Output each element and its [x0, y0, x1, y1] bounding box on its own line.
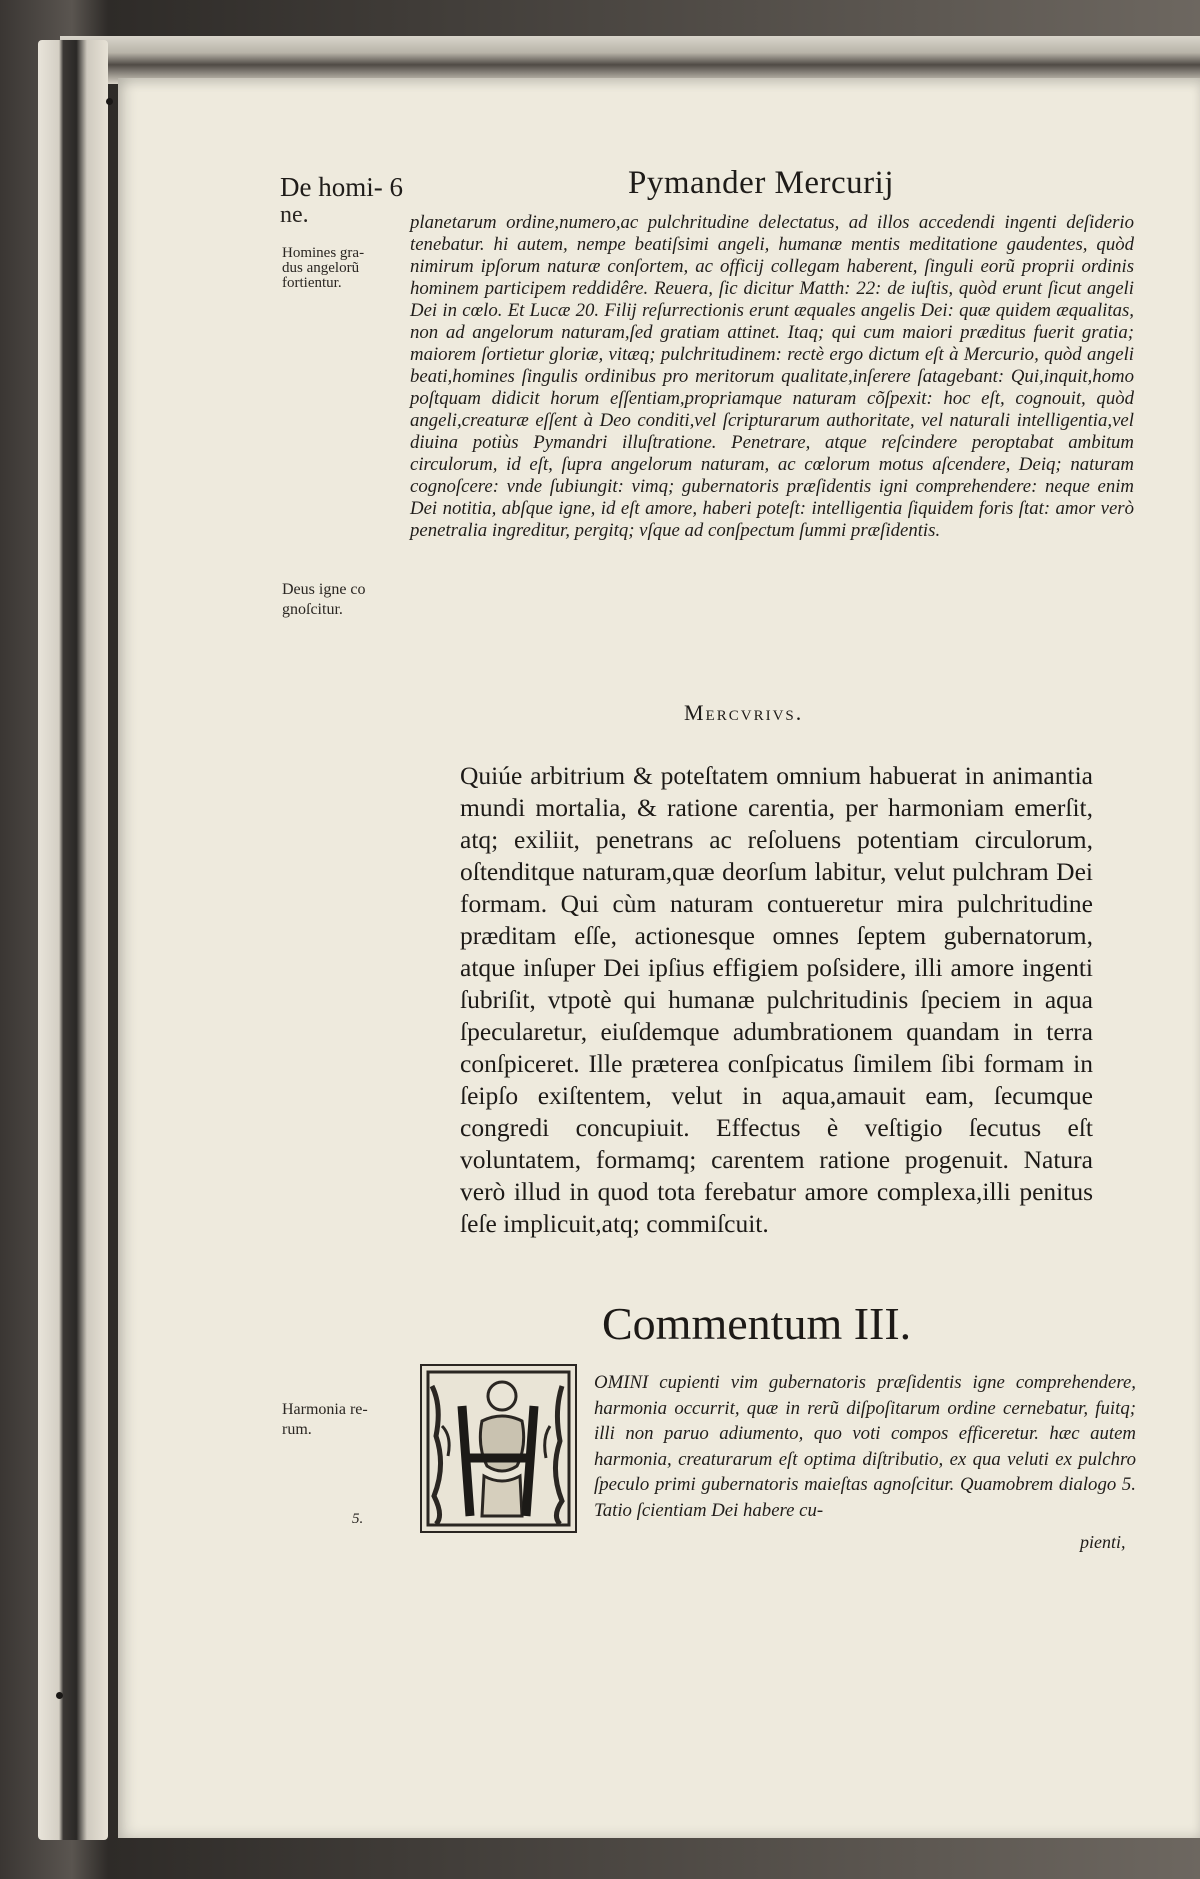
main-text-paragraph: Quiúe arbitrium & poteſtatem omnium habuerat in animantia mundi mortalia, & ratione carentia, per harmoniam emerſit, atq; exiliit, penetrans ac reſoluens potentiam circulorum, oſtenditque naturam,quæ deorſum labitur, velut pulchram Dei formam. Qui cùm naturam contueretur mira pulchritudine præditam eſſe, actionesque omnes ſeptem gubernatorum, atque inſuper Dei ipſius effigiem poſsidere, illi amore ingenti ſubriſit, vtpotè qui humanæ pulchritudinis ſpeciem in aqua ſpecularetur, eiuſdemque adumbrationem quandam in terra conſpiceret. Ille præterea conſpicatus ſimilem ſibi formam in ſeipſo exiſtentem, velut in aqua,amauit eam, ſecumque congredi concupiuit. Effectus è veſtigio ſecutus eſt voluntatem, formamq; carentem ratione progenuit. Natura verò illud in quod tota ferebatur amore complexa,illi penitus ſeſe implicuit,atq; commiſcuit.: [460, 761, 1093, 1238]
binding-hole: [106, 98, 113, 105]
running-head-left: De homi- 6: [280, 172, 403, 202]
decorated-initial: [420, 1364, 577, 1533]
margin-note: Homines gra- dus angelorũ fortientur.: [282, 245, 365, 291]
speaker-label: Mercvrivs.: [684, 700, 804, 725]
page-top-edge: [60, 36, 1200, 84]
margin-note: Deus igne co gnoſcitur.: [282, 581, 366, 618]
catchword: pienti,: [1080, 1532, 1126, 1552]
margin-note: 5.: [352, 1511, 364, 1527]
book-binding: [38, 40, 108, 1840]
margin-note: Harmonia re- rum.: [282, 1401, 368, 1438]
commentary-paragraph-2: OMINI cupienti vim gubernatoris præſidentis igne comprehendere, harmonia occurrit, quæ in rerũ diſpoſitarum ordine cernebatur, fuitq; illi non paruo adiumento, quo voti compos efficeretur. hæc autem harmonia, creaturarum eſt optima diſtributio, ex qua veluti ex pulchro ſpeculo primi gubernatoris maieſtas agnoſcitur. Quamobrem dialogo 5. Tatio ſcientiam Dei habere cu-: [594, 1372, 1136, 1521]
woodcut-initial-illustration: [422, 1366, 575, 1531]
commentary-paragraph: planetarum ordine,numero,ac pulchritudine delectatus, ad illos accedendi ingenti deſiderio tenebatur. hi autem, nempe beatiſsimi angeli, humanæ mentis meditatione gaudentes, quòd nimirum ipſorum naturæ conſortem, ac officij collegam haberent, ſinguli eorũ proprii ordinis hominem participem reddidêre. Reuera, ſic dicitur Matth: 22: de iuſtis, quòd erunt ſicut angeli Dei in cœlo. Et Lucæ 20. Filij reſurrectionis erunt æquales angelis Dei: quæ quidem æqualitas, non ad angelorum naturam,ſed gratiam attinet. Itaq; qui cum maiori præditus fuerit gratia; maiorem ſortietur gloriæ, vitæq; pulchritudinem: rectè ergo dictum eſt à Mercurio, quòd angeli beati,homines ſingulis ordinibus pro meritorum qualitate,inſerere ſatagebant: Qui,inquit,homo poſtquam didicit horum eſſentiam,propriamque naturam cõſpexit: hoc eſt, cognouit, quòd angeli,creaturæ eſſent à Deo conditi,vel ſcripturarum authoritate, vel naturali intelligentia,vel diuina potiùs Pymandri illuſtratione. Penetrare, atque reſcindere peroptabat ambitum circulorum, id eſt, ſupra angelorum naturam, ac cœlorum motus aſcendere, Deiq; naturam cognoſcere: vnde ſubiungit: vimq; gubernatoris præſidentis igni comprehendere: neque enim Dei notitia, abſque igne, id eſt amore, haberi poteſt: intelligentia ſiquidem foris ſtat: amor verò penetralia ingreditur, pergitq; vſque ad conſpectum ſummi præſidentis.: [410, 212, 1134, 541]
running-title: Pymander Mercurij: [628, 165, 895, 201]
margin-note: ne.: [280, 202, 309, 228]
binding-hole: [56, 1692, 63, 1699]
section-heading: Commentum III.: [602, 1298, 912, 1349]
